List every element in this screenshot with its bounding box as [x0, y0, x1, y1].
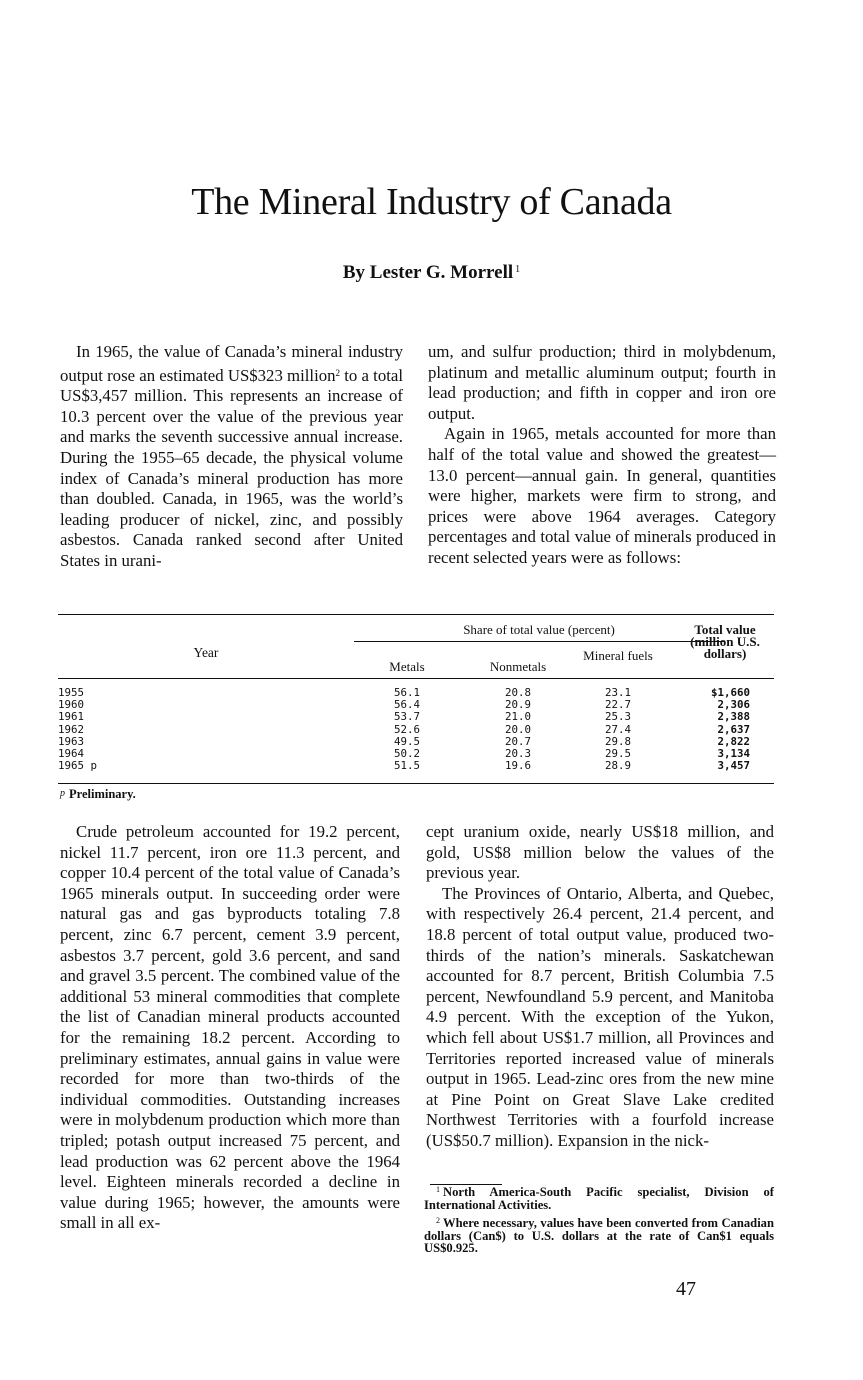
cell-year: 1961________________________________________ — [58, 711, 345, 722]
footnote-ref-2: 2 — [335, 367, 341, 378]
table-note — [60, 787, 136, 802]
cell-nonmetals: 19.6 — [504, 759, 531, 772]
cell-metals: 56.4 — [393, 698, 420, 711]
byline — [0, 262, 863, 284]
footnote-1-ref: 1 — [436, 1185, 440, 1194]
table-rule-top — [58, 614, 774, 615]
cell-fuels: 22.7 — [604, 698, 631, 711]
page-title: The Mineral Industry of Canada — [191, 181, 672, 223]
column-4 — [426, 822, 774, 1152]
cell-total: 2,637 — [717, 723, 750, 736]
cell-metals: 53.7 — [393, 710, 420, 723]
cell-total: 2,306 — [717, 698, 750, 711]
header-fuels: Mineral fuels — [583, 648, 653, 663]
cell-total: 2,388 — [717, 710, 750, 723]
column-2 — [428, 342, 776, 569]
cell-year: 1965 p______________________________________ — [58, 760, 345, 771]
cell-fuels: 25.3 — [604, 710, 631, 723]
table-row — [58, 760, 774, 771]
column-3 — [60, 822, 400, 1234]
cell-year: 1960________________________________________ — [58, 699, 345, 710]
cell-metals: 50.2 — [393, 747, 420, 760]
table-rule-bottom — [58, 783, 774, 784]
footnote-2-text: Where necessary, values have been converted from Canadian dollars (Can$) to U.S. dollars at the rate of Can$1 equals US$0.925. — [424, 1216, 774, 1255]
cell-fuels: 28.9 — [604, 759, 631, 772]
table-row — [58, 687, 774, 698]
page-number: 47 — [676, 1278, 696, 1300]
paragraph-commodities: Crude petroleum accounted for 19.2 percent, nickel 11.7 percent, iron ore 11.3 percent, and copper 10.4 percent of the total value of Canada’s 1965 minerals output. In succeeding order were natural gas and gas byproducts totaling 7.8 percent, zinc 6.7 percent, cement 3.9 percent, asbestos 3.7 percent, gold 3.6 percent, and sand and gravel 3.5 percent. The combined value of the additional 53 mineral commodities that complete the list of Canadian mineral products accounted for the remaining 18.2 percent. According to preliminary estimates, annual gains in value were recorded for more than two-thirds of the individual commodities. Outstanding increases were in molybdenum production which more than tripled; potash output increased 75 percent, and lead production was 62 percent above the 1964 level. Eighteen minerals recorded a decline in value during 1965; however, the amounts were small in all ex- — [60, 822, 400, 1233]
cell-fuels: 23.1 — [604, 686, 631, 699]
cell-nonmetals: 20.8 — [504, 686, 531, 699]
table-rule-header — [58, 678, 774, 679]
cell-year: 1955________________________________________ — [58, 687, 345, 698]
table-rule-share — [354, 641, 724, 642]
cell-metals: 52.6 — [393, 723, 420, 736]
cell-fuels: 29.5 — [604, 747, 631, 760]
cell-total: 3,457 — [717, 759, 750, 772]
cell-nonmetals: 20.3 — [504, 747, 531, 760]
table-row — [58, 724, 774, 735]
cell-metals: 51.5 — [393, 759, 420, 772]
table-note-text: Preliminary. — [69, 787, 136, 801]
header-metals: Metals — [389, 659, 425, 674]
intro-text-b: to a total US$3,457 million. This represents an increase of 10.3 percent over the value of the previous year and marks the seventh successive annual increase. During the 1955–65 decade, the physical volume index of Canada’s mineral production has more than doubled. Canada, in 1965, was the world’s leading producer of nickel, zinc, and possibly asbestos. Canada ranked second after United States in urani- — [60, 365, 404, 570]
header-share: Share of total value (percent) — [463, 622, 615, 637]
cell-nonmetals: 20.9 — [504, 698, 531, 711]
cell-total: 2,822 — [717, 735, 750, 748]
table-row — [58, 736, 774, 747]
table-row — [58, 711, 774, 722]
cell-nonmetals: 20.7 — [504, 735, 531, 748]
table-row — [58, 748, 774, 759]
cell-total: 3,134 — [717, 747, 750, 760]
cell-metals: 56.1 — [393, 686, 420, 699]
column-1 — [60, 342, 403, 572]
paragraph-continued-2: cept uranium oxide, nearly US$18 million, and gold, US$8 million below the values of the previous year. — [426, 822, 774, 883]
footnote-2 — [424, 1215, 774, 1255]
paragraph-metals: Again in 1965, metals accounted for more than half of the total value and showed the greatest—13.0 percent—annual gain. In general, quantities were higher, markets were firm to strong, and prices were above 1964 averages. Category percentages and total value of minerals produced in recent selected years were as follows: — [428, 424, 776, 567]
author-name: By Lester G. Morrell — [342, 262, 514, 283]
cell-fuels: 27.4 — [604, 723, 631, 736]
footnote-1-text: North America-South Pacific specialist, Division of International Activities. — [424, 1185, 774, 1212]
header-total: Total value (million U.S. dollars) — [690, 622, 760, 661]
cell-metals: 49.5 — [393, 735, 420, 748]
paragraph-provinces: The Provinces of Ontario, Alberta, and Quebec, with respectively 26.4 percent, 21.4 percent, and 18.8 percent of total output value, produced two-thirds of the nation’s minerals. Saskatchewan accounted for 8.7 percent, British Columbia 7.5 percent, Newfoundland 5.9 percent, and Manitoba 4.9 percent. With the exception of the Yukon, which fell about US$1.7 million, all Provinces and Territories reported increased value of minerals output in 1965. Lead-zinc ores from the new mine at Pine Point on Great Slave Lake credited Northwest Territories with a fourfold increase (US$50.7 million). Expansion in the nick- — [426, 883, 774, 1150]
paragraph-continued: um, and sulfur production; third in molybdenum, platinum and metallic aluminum output; fourth in lead production; and fifth in copper and iron ore output. — [428, 342, 776, 423]
cell-year: 1964________________________________________ — [58, 748, 345, 759]
paragraph-intro — [60, 342, 403, 572]
cell-nonmetals: 20.0 — [504, 723, 531, 736]
table-row — [58, 699, 774, 710]
header-nonmetals: Nonmetals — [489, 659, 547, 674]
byline-footnote-ref: 1 — [515, 264, 521, 275]
table-note-mark: p — [60, 788, 65, 799]
cell-fuels: 29.8 — [604, 735, 631, 748]
footnote-2-ref: 2 — [436, 1216, 440, 1225]
cell-year: 1963________________________________________ — [58, 736, 345, 747]
intro-text-a: In 1965, the value of Canada’s mineral industry output rose an estimated US$323 million — [60, 342, 403, 385]
cell-year: 1962________________________________________ — [58, 724, 345, 735]
cell-total: $1,660 — [710, 686, 750, 699]
cell-nonmetals: 21.0 — [504, 710, 531, 723]
footnote-1 — [424, 1184, 774, 1211]
header-year: Year — [193, 645, 219, 660]
